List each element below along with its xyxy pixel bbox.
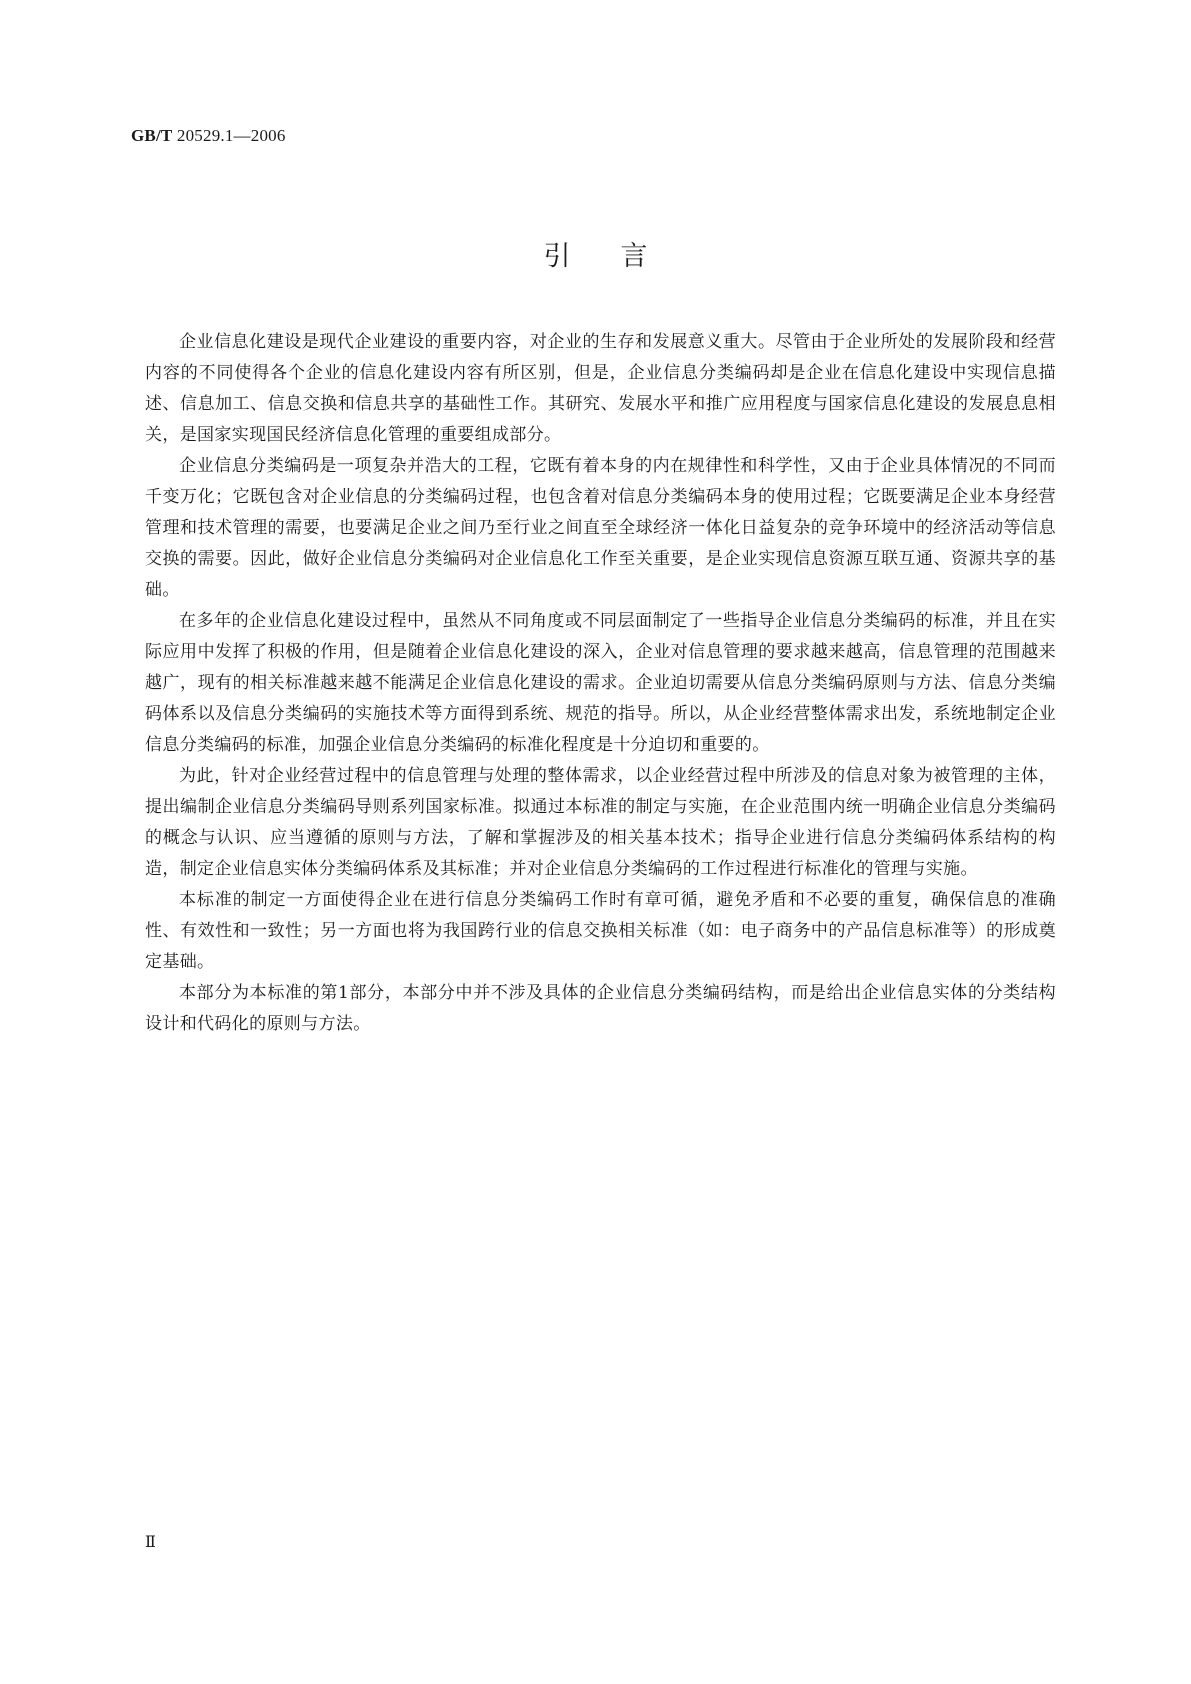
paragraph-3: 在多年的企业信息化建设过程中，虽然从不同角度或不同层面制定了一些指导企业信息分类编码的标准，并且在实际应用中发挥了积极的作用，但是随着企业信息化建设的深入，企业对信息管理的要求越来越高，信息管理的范围越来越广，现有的相关标准越来越不能满足企业信息化建设的需求。企业迫切需要从信息分类编码原则与方法、信息分类编码体系以及信息分类编码的实施技术等方面得到系统、规范的指导。所以，从企业经营整体需求出发，系统地制定企业信息分类编码的标准，加强企业信息分类编码的标准化程度是十分迫切和重要的。 [145, 611, 1056, 755]
standard-prefix: GB/T [131, 126, 173, 145]
introduction-body [145, 327, 1056, 1040]
paragraph-2: 企业信息分类编码是一项复杂并浩大的工程，它既有着本身的内在规律性和科学性，又由于企业具体情况的不同而千变万化；它既包含对企业信息的分类编码过程，也包含着对信息分类编码本身的使用过程；它既要满足企业本身经营管理和技术管理的需要，也要满足企业之间乃至行业之间直至全球经济一体化日益复杂的竞争环境中的经济活动等信息交换的需要。因此，做好企业信息分类编码对企业信息化工作至关重要，是企业实现信息资源互联互通、资源共享的基础。 [145, 456, 1056, 600]
paragraph-4: 为此，针对企业经营过程中的信息管理与处理的整体需求，以企业经营过程中所涉及的信息对象为被管理的主体，提出编制企业信息分类编码导则系列国家标准。拟通过本标准的制定与实施，在企业范围内统一明确企业信息分类编码的概念与认识、应当遵循的原则与方法，了解和掌握涉及的相关基本技术；指导企业进行信息分类编码体系结构的构造，制定企业信息实体分类编码体系及其标准；并对企业信息分类编码的工作过程进行标准化的管理与实施。 [145, 766, 1056, 879]
page-title: 引言 [543, 241, 698, 272]
paragraph-5: 本标准的制定一方面使得企业在进行信息分类编码工作时有章可循，避免矛盾和不必要的重复，确保信息的准确性、有效性和一致性；另一方面也将为我国跨行业的信息交换相关标准（如：电子商务中的产品信息标准等）的形成奠定基础。 [145, 890, 1056, 972]
standard-code [131, 126, 286, 146]
paragraph-1: 企业信息化建设是现代企业建设的重要内容，对企业的生存和发展意义重大。尽管由于企业所处的发展阶段和经营内容的不同使得各个企业的信息化建设内容有所区别，但是，企业信息分类编码却是企业在信息化建设中实现信息描述、信息加工、信息交换和信息共享的基础性工作。其研究、发展水平和推广应用程度与国家信息化建设的发展息息相关，是国家实现国民经济信息化管理的重要组成部分。 [145, 332, 1056, 445]
standard-number: 20529.1—2006 [176, 126, 286, 145]
page-number: Ⅱ [145, 1534, 156, 1551]
paragraph-6: 本部分为本标准的第1部分，本部分中并不涉及具体的企业信息分类编码结构，而是给出企业信息实体的分类结构设计和代码化的原则与方法。 [145, 983, 1056, 1034]
